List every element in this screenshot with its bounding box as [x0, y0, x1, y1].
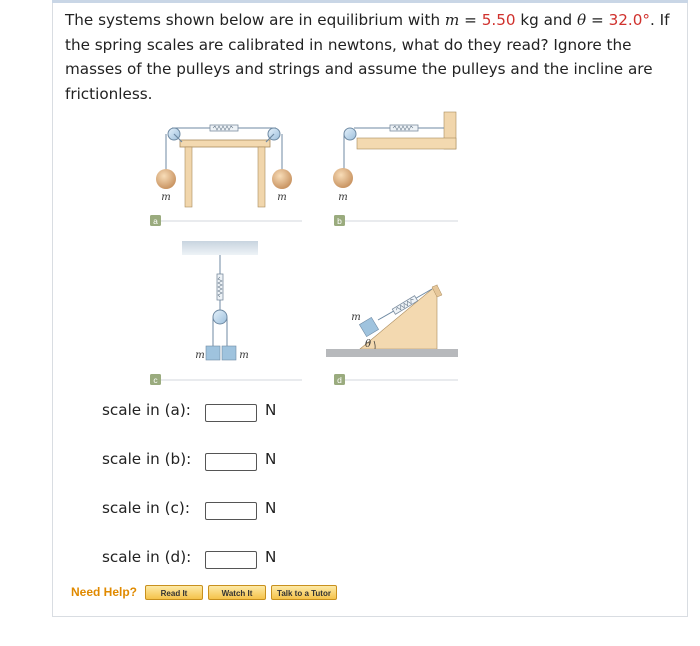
unit-b: N: [265, 450, 277, 468]
mass-block: [359, 317, 378, 336]
unit-c: N: [265, 499, 277, 517]
watch-it-button[interactable]: Watch It: [208, 585, 266, 600]
pulley-icon: [213, 310, 227, 324]
mass-variable: m: [444, 11, 460, 29]
pulley-icon: [344, 128, 356, 140]
mass-ball: [333, 168, 353, 188]
need-help-label: Need Help?: [71, 585, 138, 599]
panel-c-diagram: [182, 241, 258, 361]
incline: [360, 285, 437, 349]
panel-b-diagram: [333, 112, 456, 203]
scale-a-input[interactable]: [205, 404, 257, 422]
unit-d: N: [265, 548, 277, 566]
answer-label-d: scale in (d):: [102, 548, 192, 566]
unit-a: N: [265, 401, 277, 419]
mass-label: m: [351, 312, 361, 323]
talk-to-tutor-button[interactable]: Talk to a Tutor: [271, 585, 337, 600]
table-top: [180, 140, 270, 147]
answer-label-b: scale in (b):: [102, 450, 192, 468]
mass-block: [206, 346, 220, 360]
table-leg-left: [185, 147, 192, 207]
read-it-button[interactable]: Read It: [145, 585, 203, 600]
ledge: [357, 138, 456, 149]
panel-a-diagram: [156, 125, 292, 207]
ceiling: [182, 241, 258, 255]
mass-label: m: [161, 192, 171, 203]
mass-ball: [156, 169, 176, 189]
problem-statement: The systems shown below are in equilibrium with m = 5.50 kg and θ = 32.0°. If the spring scales are calibrated in newtons, what do they read? Ignore the masses of the pulleys and strings and assume the pulleys and the incline are frictionless.: [65, 11, 670, 103]
mass-label: m: [277, 192, 287, 203]
mass-label: m: [239, 350, 249, 361]
scale-d-input[interactable]: [205, 551, 257, 569]
mass-value: 5.50: [481, 11, 516, 29]
panel-label-c: c: [153, 375, 158, 385]
answer-label-a: scale in (a):: [102, 401, 191, 419]
floor: [326, 349, 458, 357]
table-leg-right: [258, 147, 265, 207]
theta-label: θ: [364, 339, 372, 350]
scale-b-input[interactable]: [205, 453, 257, 471]
theta-variable: θ: [577, 11, 587, 29]
answer-label-c: scale in (c):: [102, 499, 190, 517]
panel-label-d: d: [337, 375, 342, 385]
mass-block: [222, 346, 236, 360]
mass-label: m: [338, 192, 348, 203]
panel-d-diagram: [326, 285, 458, 357]
panel-label-a: a: [153, 216, 158, 226]
mass-ball: [272, 169, 292, 189]
scale-c-input[interactable]: [205, 502, 257, 520]
theta-value: 32.0°: [608, 11, 650, 29]
panel-label-b: b: [337, 216, 342, 226]
mass-label: m: [195, 350, 205, 361]
